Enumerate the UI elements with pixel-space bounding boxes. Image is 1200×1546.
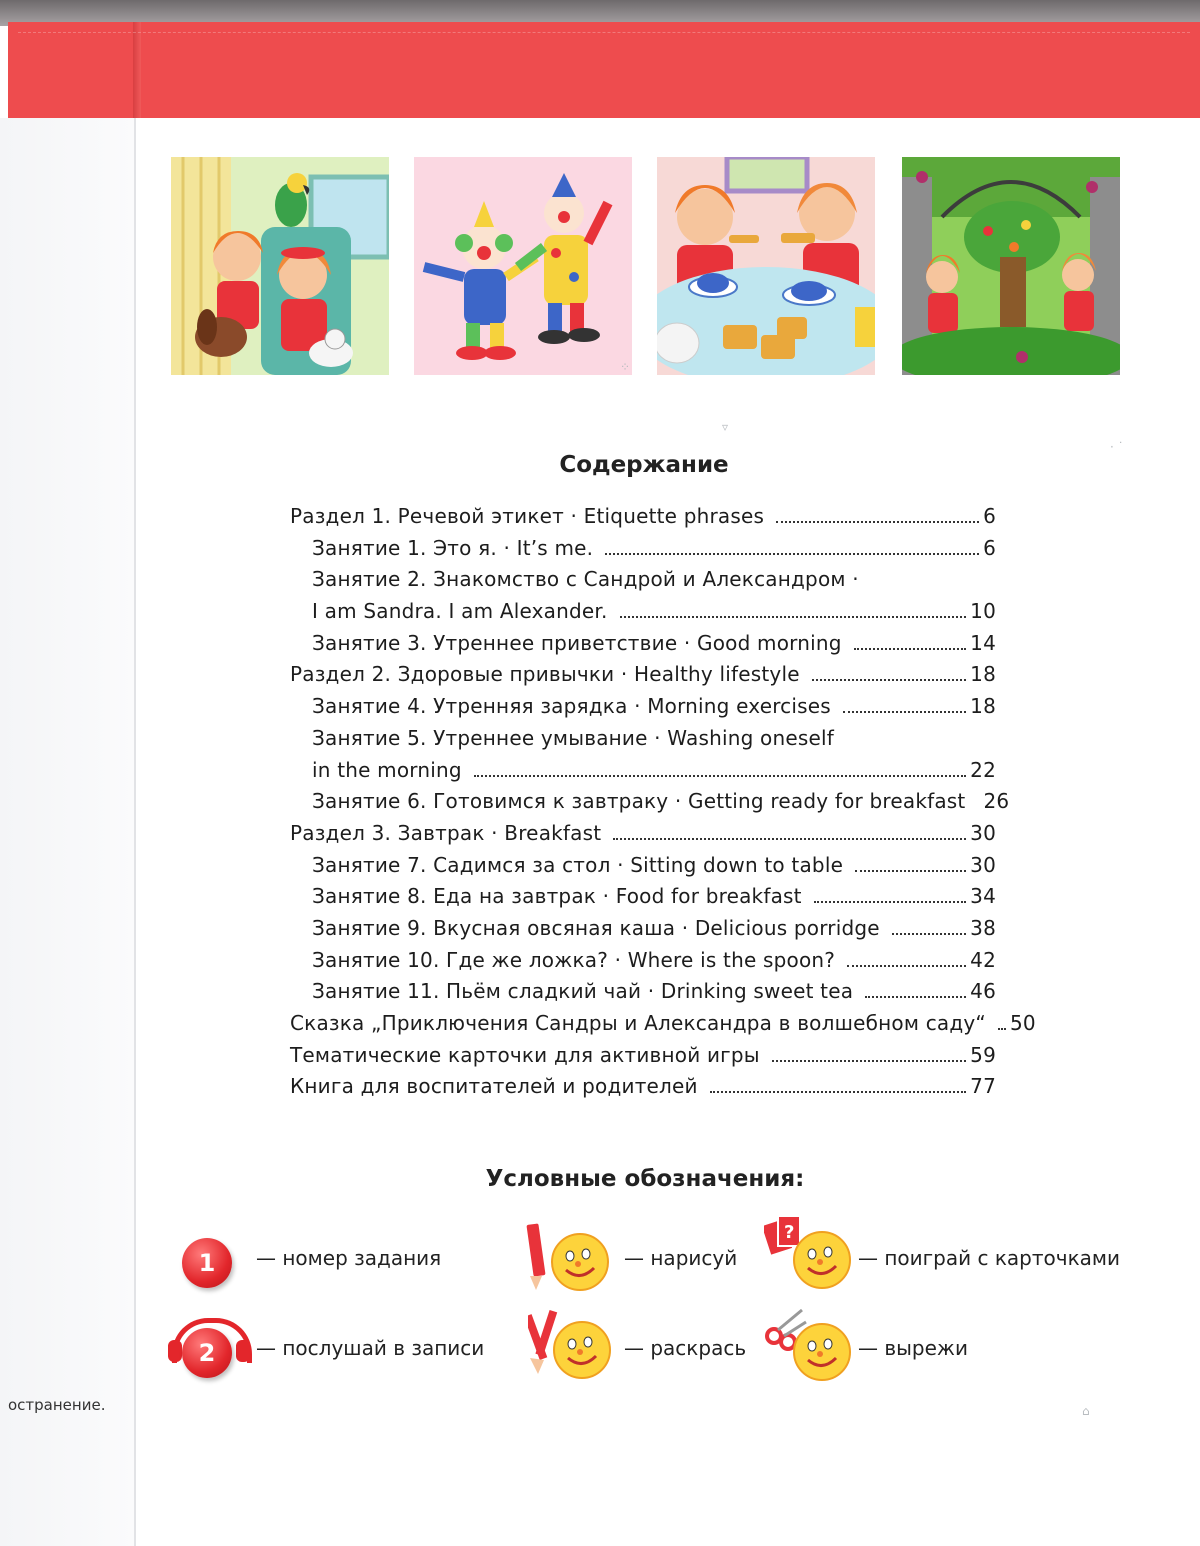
toc-lesson-7[interactable] xyxy=(290,853,996,885)
scan-speck: ⁘ xyxy=(620,360,631,374)
toc-page-number: 18 xyxy=(970,662,996,687)
toc-page-number: 30 xyxy=(970,852,996,877)
toc-lesson-11[interactable] xyxy=(290,979,996,1011)
legend-label-play-cards: — поиграй с карточками xyxy=(858,1246,1120,1270)
toc-page-number: 50 xyxy=(1009,1011,1036,1035)
toc-leader-dots xyxy=(855,870,966,872)
toc-lesson-2-line-1[interactable] xyxy=(290,567,996,599)
toc-lesson-2-line-2[interactable] xyxy=(290,599,996,631)
toc-lesson-6[interactable] xyxy=(290,789,1010,821)
toc-entry-text: Занятие 11. Пьём сладкий чай · Drinking sweet tea xyxy=(312,979,854,1004)
toc-lesson-5-line-1[interactable] xyxy=(290,726,996,758)
toc-entry-text: Занятие 7. Садимся за стол · Sitting down to table xyxy=(312,852,844,877)
toc-entry-text: Сказка „Приключения Сандры и Александра в волшебном саду“ xyxy=(290,1011,986,1035)
toc-page-number: 30 xyxy=(970,820,996,845)
toc-entry-text: Раздел 3. Завтрак · Breakfast xyxy=(290,820,602,845)
header-red-band xyxy=(8,22,1200,118)
toc-leader-dots xyxy=(613,838,966,840)
toc-page-number: 10 xyxy=(970,599,996,624)
toc-lesson-1[interactable] xyxy=(290,536,996,568)
toc-page-number: 38 xyxy=(970,915,996,940)
scan-speck: · ˙ xyxy=(1110,440,1124,454)
toc-teachers-book[interactable] xyxy=(290,1074,996,1106)
toc-entry-text: I am Sandra. I am Alexander. xyxy=(312,599,608,624)
toc-leader-dots xyxy=(710,1091,966,1093)
legend-title: Условные обозначения: xyxy=(485,1166,805,1192)
toc-fairy-tale[interactable] xyxy=(290,1011,1036,1043)
toc-entry-text: Тематические карточки для активной игры xyxy=(290,1042,760,1067)
scan-speck: ⌂ xyxy=(1082,1404,1090,1418)
toc-lesson-4[interactable] xyxy=(290,694,996,726)
table-of-contents xyxy=(290,504,1036,1106)
toc-leader-dots xyxy=(776,521,979,523)
toc-leader-dots xyxy=(854,648,967,650)
pencil-smiley-icon xyxy=(526,1222,612,1298)
legend-label-cut-out: — вырежи xyxy=(858,1336,968,1360)
toc-leader-dots xyxy=(865,996,966,998)
scissors-smiley-icon xyxy=(764,1306,854,1386)
toc-page-number: 6 xyxy=(983,504,996,528)
band-seam xyxy=(133,22,141,118)
toc-entry-text: in the morning xyxy=(312,757,462,782)
scan-speck: ▿ xyxy=(722,420,729,434)
toc-entry-text: Раздел 1. Речевой этикет · Etiquette phrases xyxy=(290,504,765,528)
toc-page-number: 42 xyxy=(970,947,996,972)
toc-lesson-3[interactable] xyxy=(290,631,996,663)
illustration-clowns xyxy=(414,157,632,375)
toc-page-number: 46 xyxy=(970,979,996,1004)
illustration-kids-with-pets xyxy=(171,157,389,375)
toc-leader-dots xyxy=(605,553,979,555)
illustration-magic-garden xyxy=(902,157,1120,375)
toc-entry-text: Занятие 2. Знакомство с Сандрой и Александром · xyxy=(312,567,859,592)
toc-entry-text: Занятие 8. Еда на завтрак · Food for breakfast xyxy=(312,884,802,909)
toc-section-2[interactable] xyxy=(290,662,996,694)
toc-leader-dots xyxy=(620,616,967,618)
toc-page-number: 26 xyxy=(983,789,1010,814)
legend-label-listen: — послушай в записи xyxy=(256,1336,485,1360)
footer-text-fragment: остранение. xyxy=(8,1396,106,1414)
toc-entry-text: Занятие 4. Утренняя зарядка · Morning exercises xyxy=(312,694,831,719)
toc-title: Содержание xyxy=(559,452,729,478)
toc-entry-text: Книга для воспитателей и родителей xyxy=(290,1074,698,1099)
toc-page-number: 6 xyxy=(983,535,996,560)
brush-smiley-icon xyxy=(528,1308,614,1386)
legend-label-task-number: — номер задания xyxy=(256,1246,442,1270)
toc-entry-text: Занятие 10. Где же ложка? · Where is the spoon? xyxy=(312,947,836,972)
page-edge xyxy=(134,118,136,1546)
toc-page-number: 34 xyxy=(970,884,996,909)
toc-leader-dots xyxy=(772,1060,966,1062)
red-number-badge-icon: 1 xyxy=(182,1238,232,1288)
toc-lesson-5-line-2[interactable] xyxy=(290,758,996,790)
toc-entry-text: Занятие 9. Вкусная овсяная каша · Delicious porridge xyxy=(312,915,880,940)
toc-entry-text: Занятие 1. Это я. · It’s me. xyxy=(312,535,594,560)
toc-section-1[interactable] xyxy=(290,504,996,536)
headphones-cup-right xyxy=(236,1340,250,1362)
toc-leader-dots xyxy=(812,679,966,681)
toc-leader-dots xyxy=(474,775,966,777)
toc-page-number: 22 xyxy=(970,757,996,782)
headphones-number-badge-icon: 2 xyxy=(182,1328,232,1378)
legend-label-color: — раскрась xyxy=(624,1336,747,1360)
toc-leader-dots xyxy=(843,711,966,713)
toc-section-3[interactable] xyxy=(290,821,996,853)
legend-label-draw: — нарисуй xyxy=(624,1246,738,1270)
binding-margin xyxy=(0,118,134,1546)
toc-page-number: 18 xyxy=(970,694,996,719)
toc-lesson-8[interactable] xyxy=(290,884,996,916)
toc-entry-text: Занятие 5. Утреннее умывание · Washing oneself xyxy=(312,725,834,750)
toc-leader-dots xyxy=(892,933,966,935)
toc-page-number: 77 xyxy=(970,1074,996,1099)
toc-game-cards[interactable] xyxy=(290,1043,996,1075)
toc-leader-dots xyxy=(998,1028,1006,1030)
toc-lesson-10[interactable] xyxy=(290,948,996,980)
toc-entry-text: Занятие 6. Готовимся к завтраку · Getting ready for breakfast xyxy=(312,789,966,814)
toc-page-number: 59 xyxy=(970,1042,996,1067)
headphones-cup-left xyxy=(168,1340,182,1362)
toc-entry-text: Занятие 3. Утреннее приветствие · Good morning xyxy=(312,630,842,655)
band-stitch xyxy=(18,32,1190,33)
svg-text:?: ? xyxy=(784,1222,795,1243)
illustration-breakfast xyxy=(657,157,875,375)
toc-leader-dots xyxy=(847,965,966,967)
toc-leader-dots xyxy=(814,901,966,903)
cards-smiley-icon xyxy=(764,1214,854,1294)
toc-page-number: 14 xyxy=(970,630,996,655)
toc-entry-text: Раздел 2. Здоровые привычки · Healthy lifestyle xyxy=(290,662,800,687)
toc-lesson-9[interactable] xyxy=(290,916,996,948)
